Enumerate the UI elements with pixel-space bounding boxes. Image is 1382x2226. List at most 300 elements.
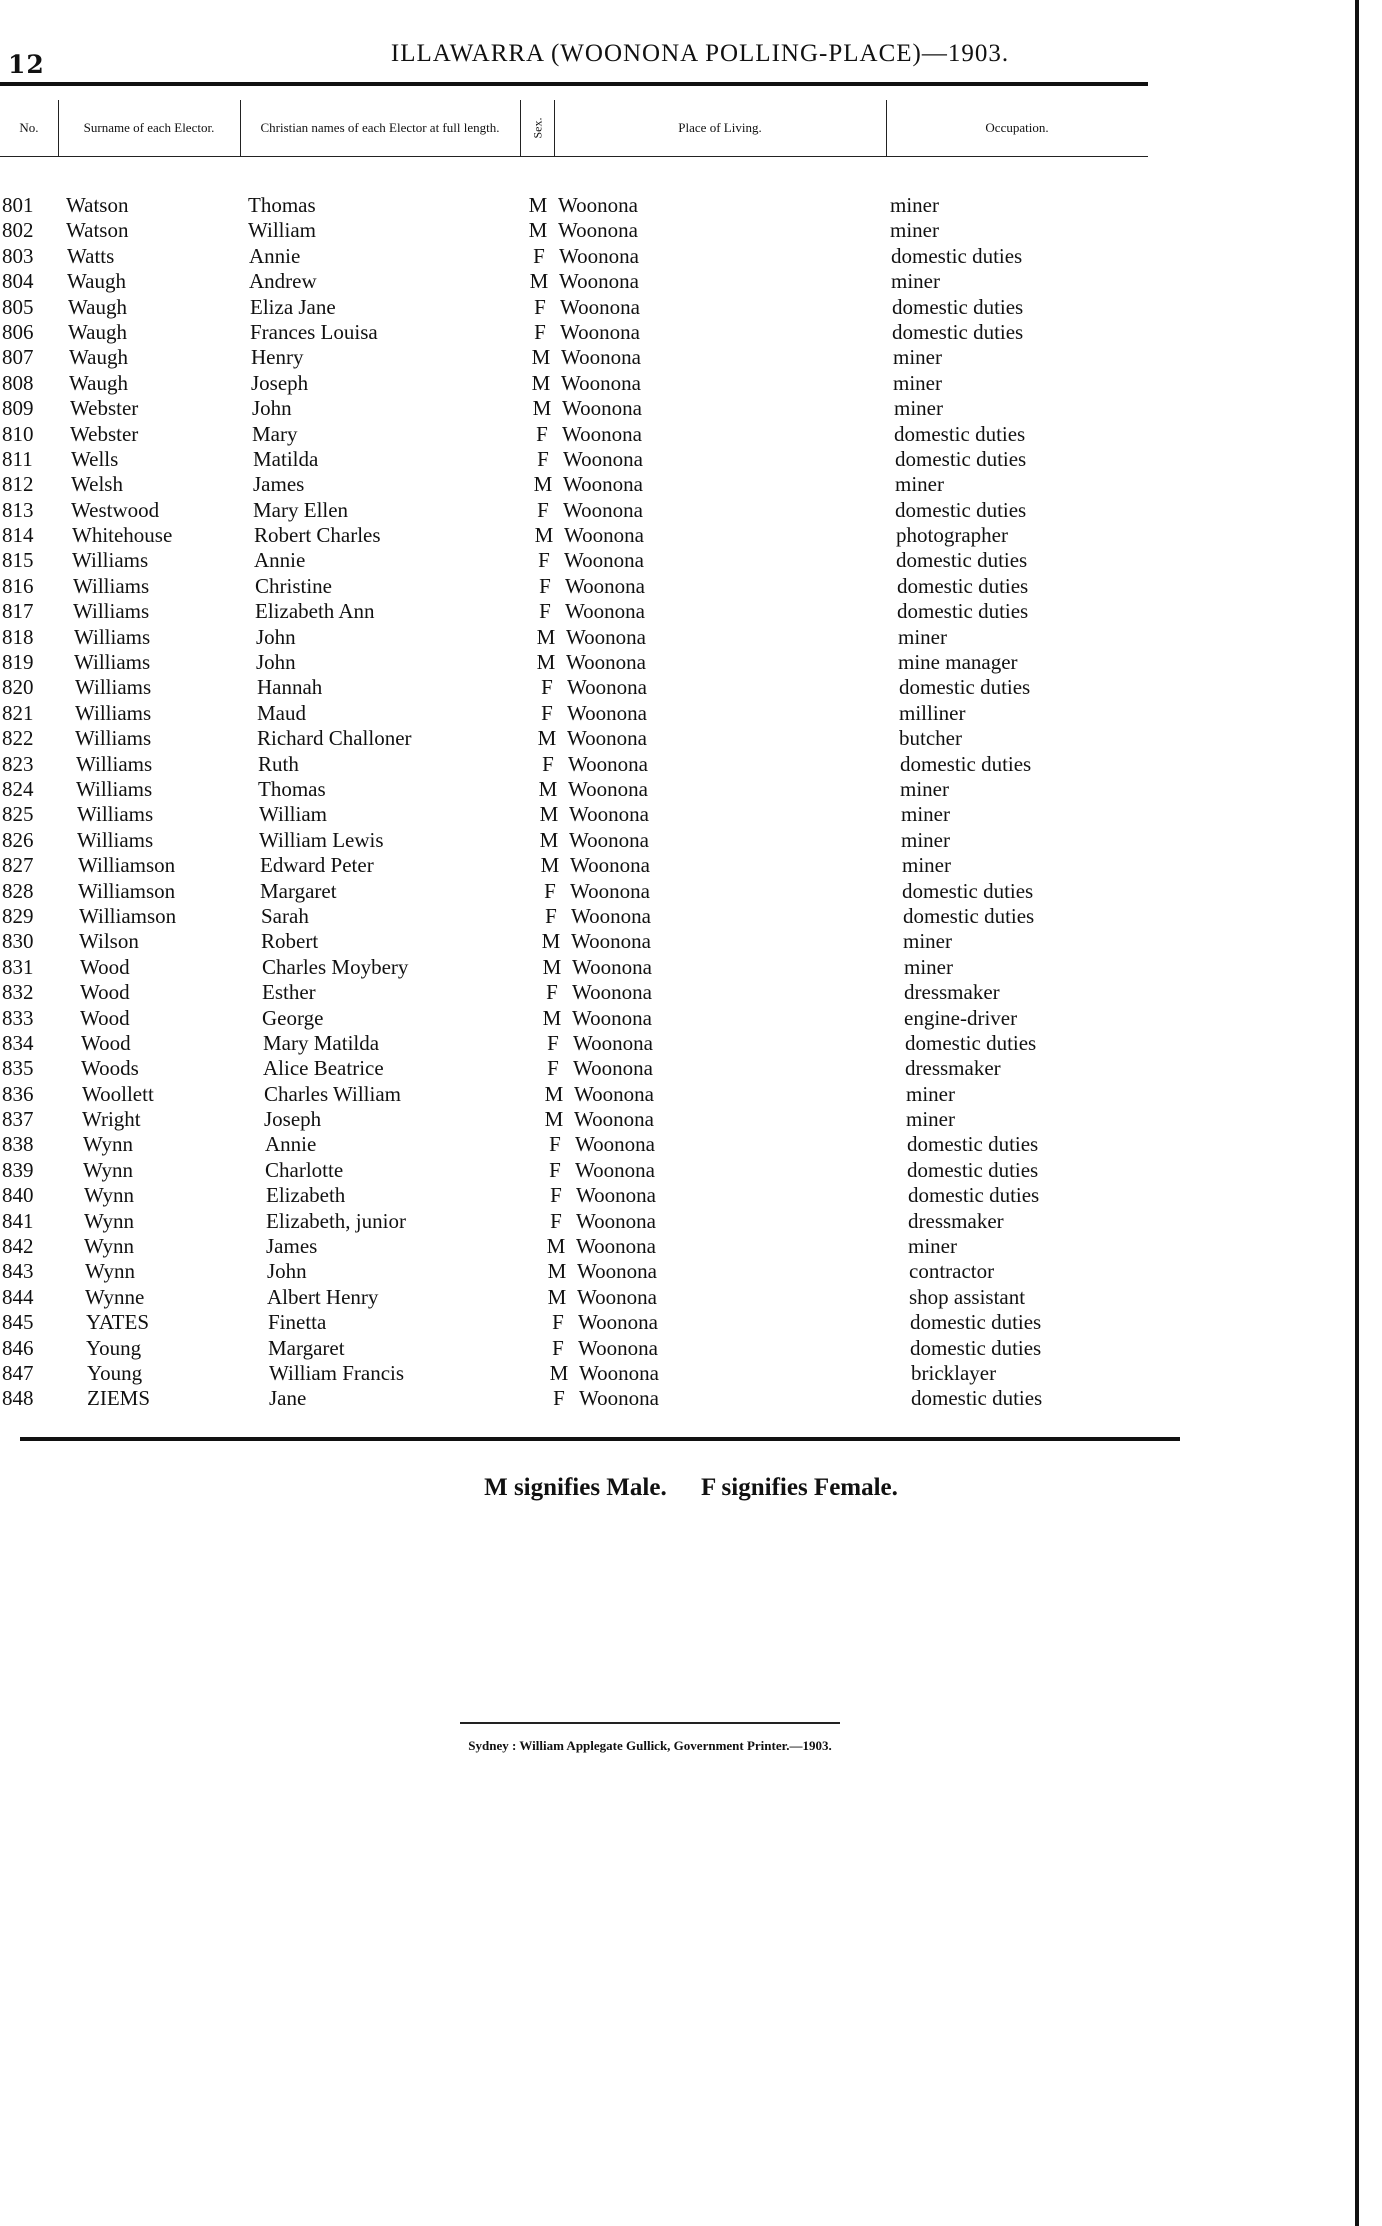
elector-surname: Williams — [74, 624, 151, 649]
elector-place: Woonona — [558, 218, 638, 243]
elector-sex: M — [533, 472, 553, 497]
table-row — [0, 574, 1150, 599]
elector-sex: M — [546, 1234, 566, 1259]
elector-sex: F — [541, 675, 553, 700]
table-row — [0, 879, 1150, 904]
elector-number: 805 — [2, 294, 34, 319]
elector-sex: F — [545, 903, 557, 928]
elector-occupation: domestic duties — [911, 1386, 1043, 1411]
elector-surname: Williams — [75, 675, 152, 700]
page-number: 12 — [8, 50, 45, 79]
elector-surname: Wilson — [79, 929, 139, 954]
column-header-sex — [520, 100, 554, 156]
table-row — [0, 777, 1150, 802]
elector-number: 826 — [2, 827, 34, 852]
elector-occupation: miner — [898, 624, 947, 649]
table-row — [0, 650, 1150, 675]
elector-sex: F — [542, 751, 554, 776]
elector-surname: Williams — [76, 776, 153, 801]
elector-christian-names: William Lewis — [259, 827, 384, 852]
table-row — [0, 1336, 1150, 1361]
elector-sex: F — [552, 1310, 564, 1335]
elector-surname: Williams — [73, 573, 150, 598]
legend-female: F signifies Female. — [700, 1474, 898, 1501]
elector-occupation: domestic duties — [907, 1157, 1039, 1182]
column-header-no: No. — [19, 120, 39, 135]
elector-surname: Wynn — [83, 1132, 134, 1157]
elector-place: Woonona — [562, 421, 642, 446]
elector-sex: F — [547, 1056, 559, 1081]
elector-surname: Wynn — [83, 1157, 134, 1182]
elector-sex: M — [537, 726, 557, 751]
elector-christian-names: John — [252, 396, 292, 421]
table-row — [0, 675, 1150, 700]
table-row — [0, 701, 1150, 726]
elector-sex: F — [549, 1157, 561, 1182]
elector-number: 831 — [2, 954, 34, 979]
table-row — [0, 625, 1150, 650]
table-row — [0, 269, 1150, 294]
elector-occupation: dressmaker — [905, 1056, 1001, 1081]
elector-surname: Woods — [81, 1056, 139, 1081]
table-row — [0, 1132, 1150, 1157]
column-divider — [58, 100, 59, 156]
elector-number: 839 — [2, 1157, 34, 1182]
table-row — [0, 1234, 1150, 1259]
elector-christian-names: Thomas — [248, 193, 316, 217]
elector-sex: M — [547, 1259, 567, 1284]
elector-surname: Williams — [77, 827, 154, 852]
elector-christian-names: Annie — [254, 548, 306, 573]
elector-number: 801 — [2, 193, 34, 217]
elector-number: 829 — [2, 903, 34, 928]
table-row — [0, 752, 1150, 777]
elector-number: 818 — [2, 624, 34, 649]
table-row — [0, 523, 1150, 548]
elector-christian-names: Finetta — [268, 1310, 327, 1335]
elector-place: Woonona — [571, 929, 651, 954]
elector-sex: M — [542, 954, 562, 979]
table-row — [0, 371, 1150, 396]
elector-occupation: engine-driver — [904, 1005, 1018, 1030]
elector-number: 836 — [2, 1081, 34, 1106]
elector-surname: Wood — [80, 954, 130, 979]
imprint-rule — [460, 1722, 840, 1724]
elector-christian-names: John — [256, 624, 296, 649]
table-row — [0, 396, 1150, 421]
elector-surname: Welsh — [71, 472, 123, 497]
elector-christian-names: James — [253, 472, 305, 497]
elector-sex: F — [539, 573, 551, 598]
elector-occupation: butcher — [899, 726, 962, 751]
elector-occupation: miner — [906, 1107, 955, 1132]
elector-occupation: miner — [908, 1234, 957, 1259]
elector-surname: Wood — [80, 980, 130, 1005]
elector-place: Woonona — [576, 1183, 656, 1208]
elector-christian-names: Richard Challoner — [257, 726, 412, 751]
elector-place: Woonona — [572, 980, 652, 1005]
elector-place: Woonona — [574, 1081, 654, 1106]
elector-occupation: miner — [891, 269, 940, 294]
elector-sex: M — [532, 396, 552, 421]
elector-place: Woonona — [579, 1386, 659, 1411]
elector-occupation: miner — [890, 193, 939, 217]
table-row — [0, 726, 1150, 751]
elector-number: 834 — [2, 1030, 34, 1055]
table-row — [0, 472, 1150, 497]
elector-place: Woonona — [567, 726, 647, 751]
elector-place: Woonona — [577, 1259, 657, 1284]
table-header — [0, 100, 1148, 157]
elector-occupation: miner — [901, 802, 950, 827]
elector-sex: F — [534, 319, 546, 344]
elector-sex: M — [544, 1081, 564, 1106]
elector-christian-names: Maud — [257, 700, 306, 725]
elector-christian-names: Elizabeth Ann — [255, 599, 375, 624]
elector-occupation: miner — [906, 1081, 955, 1106]
elector-surname: Young — [87, 1360, 143, 1385]
elector-christian-names: Jane — [269, 1386, 307, 1411]
elector-sex: M — [531, 370, 551, 395]
elector-occupation: domestic duties — [891, 243, 1023, 268]
elector-christian-names: Joseph — [251, 370, 309, 395]
column-header-christian-names: Christian names of each Elector at full length. — [260, 120, 500, 135]
elector-number: 838 — [2, 1132, 34, 1157]
elector-christian-names: John — [267, 1259, 307, 1284]
table-row — [0, 320, 1150, 345]
elector-sex: F — [537, 446, 549, 471]
elector-christian-names: Sarah — [261, 903, 309, 928]
elector-sex: F — [553, 1386, 565, 1411]
elector-surname: Williamson — [78, 878, 176, 903]
elector-number: 810 — [2, 421, 34, 446]
elector-surname: ZIEMS — [87, 1386, 150, 1411]
elector-place: Woonona — [570, 878, 650, 903]
elector-place: Woonona — [566, 624, 646, 649]
elector-place: Woonona — [571, 903, 651, 928]
elector-place: Woonona — [562, 396, 642, 421]
elector-sex: M — [534, 523, 554, 548]
elector-surname: Waugh — [69, 370, 128, 395]
elector-surname: Williams — [77, 802, 154, 827]
elector-place: Woonona — [576, 1208, 656, 1233]
table-row — [0, 853, 1150, 878]
elector-number: 803 — [2, 243, 34, 268]
elector-surname: Westwood — [71, 497, 160, 522]
elector-number: 828 — [2, 878, 34, 903]
elector-place: Woonona — [559, 269, 639, 294]
table-row — [0, 1386, 1150, 1411]
table-end-rule — [20, 1437, 1180, 1441]
elector-place: Woonona — [563, 472, 643, 497]
elector-christian-names: Albert Henry — [267, 1284, 379, 1309]
elector-surname: Waugh — [67, 269, 126, 294]
elector-number: 835 — [2, 1056, 34, 1081]
elector-number: 824 — [2, 776, 34, 801]
elector-place: Woonona — [575, 1157, 655, 1182]
elector-surname: Wynne — [85, 1284, 145, 1309]
elector-christian-names: Eliza Jane — [250, 294, 336, 319]
elector-place: Woonona — [573, 1030, 653, 1055]
elector-occupation: miner — [895, 472, 944, 497]
elector-sex: F — [550, 1183, 562, 1208]
column-header-sex-label: Sex. — [530, 117, 544, 139]
elector-christian-names: Annie — [249, 243, 301, 268]
elector-sex: F — [537, 497, 549, 522]
elector-occupation: domestic duties — [892, 294, 1024, 319]
elector-sex: M — [539, 802, 559, 827]
elector-christian-names: James — [266, 1234, 318, 1259]
elector-place: Woonona — [574, 1107, 654, 1132]
column-header-surname: Surname of each Elector. — [83, 120, 215, 135]
elector-christian-names: Henry — [251, 345, 304, 370]
table-row — [0, 244, 1150, 269]
elector-occupation: dressmaker — [908, 1208, 1004, 1233]
elector-place: Woonona — [563, 497, 643, 522]
table-row — [0, 1310, 1150, 1335]
elector-number: 847 — [2, 1360, 34, 1385]
elector-surname: Woollett — [82, 1081, 154, 1106]
elector-sex: F — [538, 548, 550, 573]
table-row — [0, 802, 1150, 827]
elector-christian-names: George — [262, 1005, 324, 1030]
table-row — [0, 295, 1150, 320]
elector-occupation: domestic duties — [897, 573, 1029, 598]
elector-surname: Williams — [72, 548, 149, 573]
elector-place: Woonona — [568, 751, 648, 776]
table-row — [0, 548, 1150, 573]
elector-occupation: domestic duties — [910, 1310, 1042, 1335]
elector-occupation: contractor — [909, 1259, 995, 1284]
elector-christian-names: Ruth — [258, 751, 299, 776]
elector-christian-names: Esther — [262, 980, 316, 1005]
elector-place: Woonona — [565, 573, 645, 598]
column-divider — [554, 100, 555, 156]
elector-christian-names: Robert — [261, 929, 319, 954]
column-divider — [240, 100, 241, 156]
table-row — [0, 904, 1150, 929]
elector-sex: F — [547, 1030, 559, 1055]
elector-christian-names: Charles Moybery — [262, 954, 409, 979]
elector-number: 812 — [2, 472, 34, 497]
electors-table-body — [0, 193, 1150, 1412]
elector-number: 830 — [2, 929, 34, 954]
elector-occupation: domestic duties — [905, 1030, 1037, 1055]
elector-occupation: milliner — [899, 700, 966, 725]
elector-occupation: dressmaker — [904, 980, 1000, 1005]
table-row — [0, 193, 1150, 218]
elector-christian-names: John — [256, 650, 296, 675]
elector-number: 819 — [2, 650, 34, 675]
elector-occupation: miner — [894, 396, 943, 421]
elector-surname: Williams — [75, 726, 152, 751]
elector-place: Woonona — [561, 370, 641, 395]
elector-surname: Williams — [74, 650, 151, 675]
column-divider — [520, 100, 521, 156]
elector-number: 848 — [2, 1386, 34, 1411]
elector-christian-names: Margaret — [268, 1335, 345, 1360]
elector-occupation: domestic duties — [903, 903, 1035, 928]
elector-number: 802 — [2, 218, 34, 243]
elector-surname: Wood — [81, 1030, 131, 1055]
elector-place: Woonona — [573, 1056, 653, 1081]
elector-christian-names: Alice Beatrice — [263, 1056, 384, 1081]
elector-place: Woonona — [570, 853, 650, 878]
elector-place: Woonona — [567, 675, 647, 700]
elector-surname: Whitehouse — [72, 523, 173, 548]
table-row — [0, 1259, 1150, 1284]
elector-christian-names: Elizabeth — [266, 1183, 346, 1208]
elector-number: 808 — [2, 370, 34, 395]
table-row — [0, 1056, 1150, 1081]
elector-surname: Wynn — [84, 1234, 135, 1259]
elector-occupation: miner — [893, 345, 942, 370]
elector-christian-names: Charles William — [264, 1081, 401, 1106]
elector-place: Woonona — [566, 650, 646, 675]
elector-place: Woonona — [579, 1360, 659, 1385]
elector-sex: M — [544, 1107, 564, 1132]
elector-number: 807 — [2, 345, 34, 370]
elector-occupation: miner — [890, 218, 939, 243]
elector-christian-names: Hannah — [257, 675, 323, 700]
elector-place: Woonona — [572, 954, 652, 979]
table-row — [0, 1107, 1150, 1132]
elector-place: Woonona — [575, 1132, 655, 1157]
elector-sex: F — [546, 980, 558, 1005]
elector-surname: Waugh — [68, 294, 127, 319]
elector-occupation: domestic duties — [899, 675, 1031, 700]
elector-occupation: miner — [904, 954, 953, 979]
elector-surname: YATES — [86, 1310, 150, 1335]
elector-sex: M — [528, 218, 548, 243]
elector-number: 841 — [2, 1208, 34, 1233]
elector-occupation: domestic duties — [910, 1335, 1042, 1360]
elector-place: Woonona — [565, 599, 645, 624]
header-rule — [0, 82, 1148, 86]
elector-sex: M — [541, 929, 561, 954]
elector-surname: Wynn — [84, 1183, 135, 1208]
elector-occupation: domestic duties — [897, 599, 1029, 624]
elector-sex: F — [552, 1335, 564, 1360]
elector-christian-names: Robert Charles — [254, 523, 381, 548]
column-header-place: Place of Living. — [678, 120, 762, 135]
legend-male: M signifies Male. — [484, 1474, 667, 1501]
elector-occupation: miner — [893, 370, 942, 395]
table-row — [0, 955, 1150, 980]
table-row — [0, 929, 1150, 954]
elector-occupation: domestic duties — [895, 497, 1027, 522]
elector-sex: F — [541, 700, 553, 725]
elector-number: 823 — [2, 751, 34, 776]
elector-surname: Wynn — [85, 1259, 136, 1284]
elector-surname: Waugh — [68, 319, 127, 344]
elector-sex: F — [544, 878, 556, 903]
column-header-occupation: Occupation. — [985, 120, 1049, 135]
elector-number: 843 — [2, 1259, 34, 1284]
elector-occupation: miner — [902, 853, 951, 878]
elector-number: 815 — [2, 548, 34, 573]
elector-christian-names: Charlotte — [265, 1157, 344, 1182]
elector-place: Woonona — [564, 548, 644, 573]
elector-occupation: miner — [903, 929, 952, 954]
table-row — [0, 1006, 1150, 1031]
elector-surname: Wells — [71, 446, 119, 471]
elector-occupation: domestic duties — [908, 1183, 1040, 1208]
elector-place: Woonona — [560, 319, 640, 344]
elector-number: 837 — [2, 1107, 34, 1132]
table-row — [0, 498, 1150, 523]
elector-christian-names: William Francis — [269, 1360, 405, 1385]
elector-sex: M — [536, 650, 556, 675]
elector-surname: Young — [86, 1335, 142, 1360]
table-row — [0, 218, 1150, 243]
elector-sex: F — [536, 421, 548, 446]
elector-surname: Williams — [75, 700, 152, 725]
elector-sex: M — [528, 193, 548, 217]
elector-occupation: domestic duties — [895, 446, 1027, 471]
elector-christian-names: Christine — [255, 573, 332, 598]
elector-number: 833 — [2, 1005, 34, 1030]
elector-occupation: domestic duties — [907, 1132, 1039, 1157]
elector-place: Woonona — [578, 1310, 658, 1335]
elector-christian-names: Matilda — [253, 446, 319, 471]
elector-christian-names: Elizabeth, junior — [266, 1208, 406, 1233]
table-row — [0, 1082, 1150, 1107]
elector-surname: Wright — [82, 1107, 141, 1132]
elector-surname: Williamson — [78, 853, 176, 878]
elector-number: 814 — [2, 523, 34, 548]
elector-number: 840 — [2, 1183, 34, 1208]
elector-number: 825 — [2, 802, 34, 827]
elector-number: 817 — [2, 599, 34, 624]
elector-number: 820 — [2, 675, 34, 700]
printer-imprint: Sydney : William Applegate Gullick, Government Printer.—1903. — [468, 1738, 832, 1753]
elector-place: Woonona — [567, 700, 647, 725]
elector-surname: Williams — [73, 599, 150, 624]
elector-surname: Wynn — [84, 1208, 135, 1233]
elector-christian-names: Mary Matilda — [263, 1030, 380, 1055]
elector-place: Woonona — [568, 776, 648, 801]
elector-sex: F — [539, 599, 551, 624]
elector-occupation: bricklayer — [911, 1360, 997, 1385]
table-row — [0, 1285, 1150, 1310]
elector-christian-names: William — [248, 218, 316, 243]
elector-place: Woonona — [559, 243, 639, 268]
table-row — [0, 422, 1150, 447]
elector-sex: M — [539, 827, 559, 852]
table-row — [0, 980, 1150, 1005]
elector-place: Woonona — [569, 802, 649, 827]
elector-place: Woonona — [564, 523, 644, 548]
elector-christian-names: Margaret — [260, 878, 337, 903]
elector-number: 816 — [2, 573, 34, 598]
elector-number: 804 — [2, 269, 34, 294]
table-row — [0, 828, 1150, 853]
elector-occupation: domestic duties — [894, 421, 1026, 446]
elector-place: Woonona — [578, 1335, 658, 1360]
elector-place: Woonona — [572, 1005, 652, 1030]
elector-number: 811 — [2, 446, 33, 471]
elector-number: 827 — [2, 853, 34, 878]
elector-occupation: domestic duties — [896, 548, 1028, 573]
table-row — [0, 345, 1150, 370]
elector-sex: M — [540, 853, 560, 878]
elector-number: 845 — [2, 1310, 34, 1335]
elector-sex: F — [549, 1132, 561, 1157]
elector-occupation: mine manager — [898, 650, 1018, 675]
elector-number: 832 — [2, 980, 34, 1005]
table-row — [0, 447, 1150, 472]
